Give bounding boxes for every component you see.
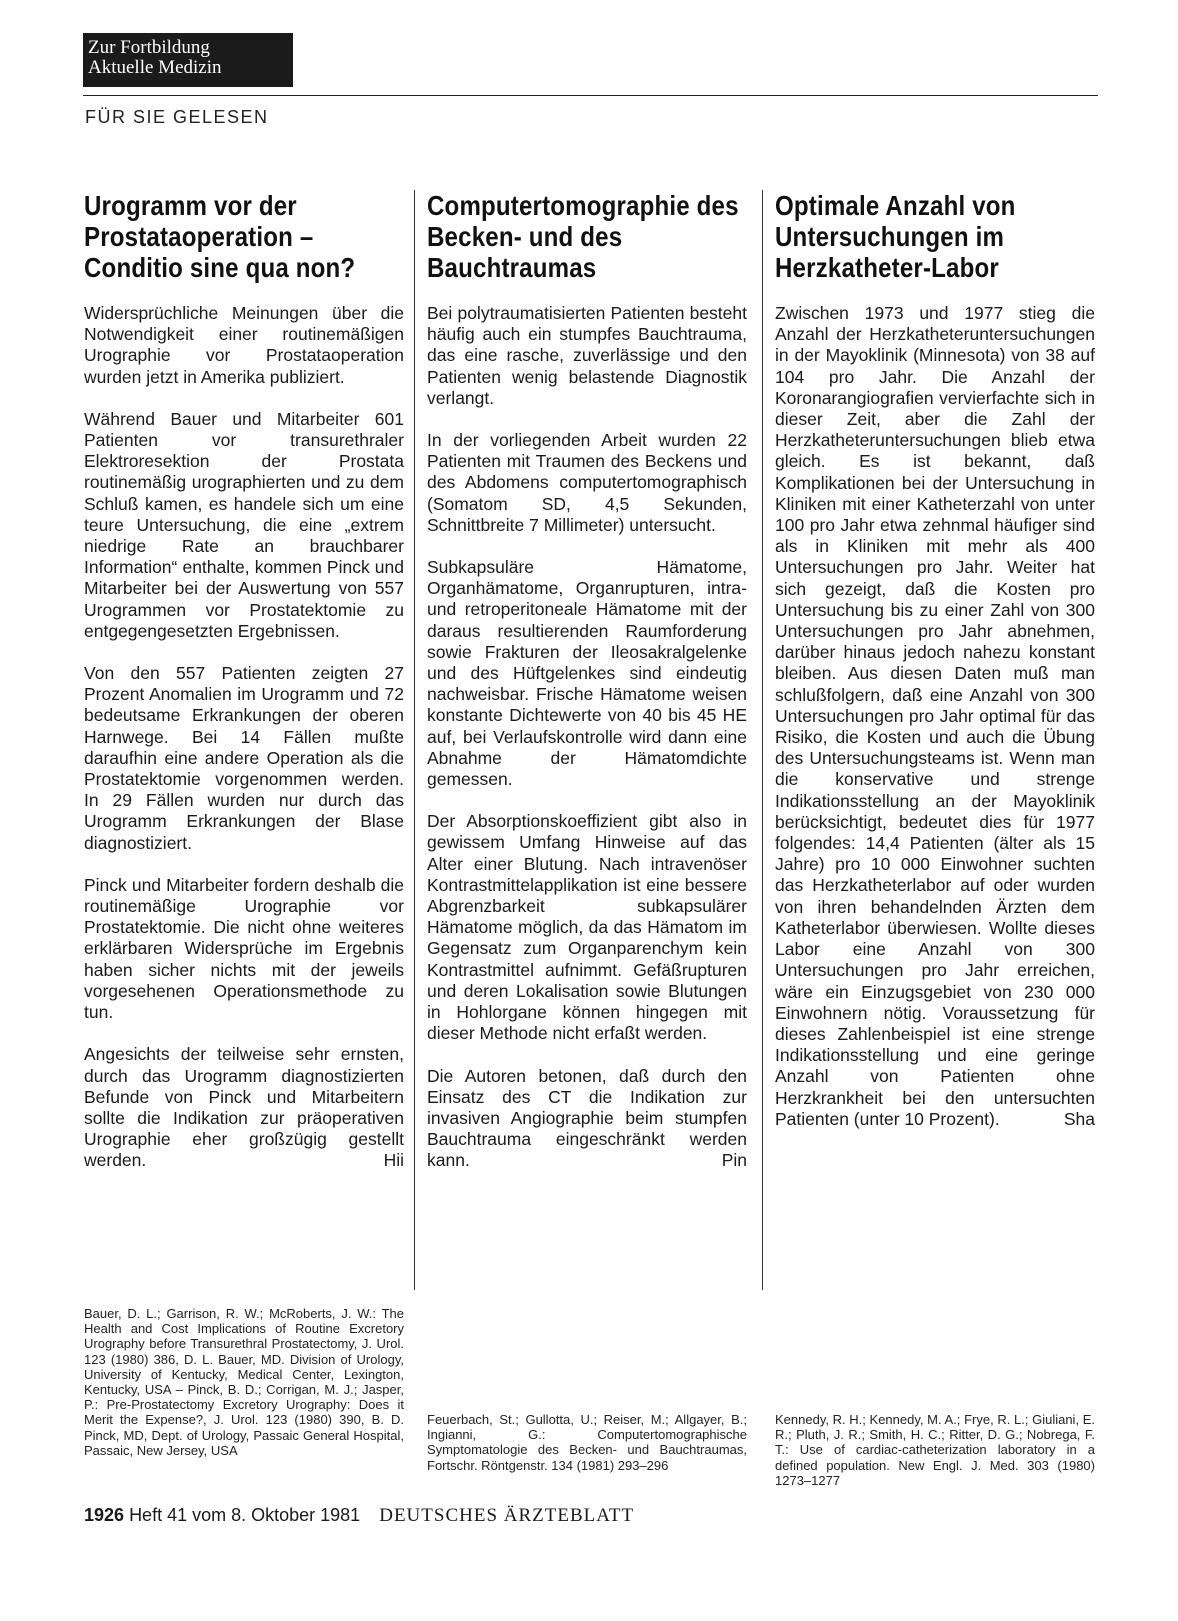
article-paragraph-text: Angesichts der teilweise sehr ernsten, durch das Urogramm diagnostizierten Befunde von Pinck und Mitarbeitern sollte die Indikation zur präoperativen Urographie eher großzügig gestellt werden. — [84, 1044, 404, 1171]
article-title: Urogramm vor der Prostataoperation – Conditio sine qua non? — [84, 190, 356, 283]
article-paragraph: Widersprüchliche Meinungen über die Notwendigkeit einer routinemäßigen Urographie vor Prostataoperation wurden jetzt in Amerika publiziert. — [84, 303, 404, 387]
article-column-1 — [84, 190, 404, 1193]
article-column-3 — [775, 190, 1095, 1151]
article-paragraph-text: Zwischen 1973 und 1977 stieg die Anzahl der Herzkatheteruntersuchungen in der Mayoklinik (Minnesota) von 38 auf 104 pro Jahr. Die Anzahl der Koronarangiografien vervierfachte sich in dieser Zeit, aber die Zahl der Herzkatheteruntersuchungen blieb etwa gleich. Es ist bekannt, daß Komplikationen bei der Untersuchung in Kliniken mit einer Katheterzahl von unter 100 pro Jahr etwa zehnmal häufiger sind als in Kliniken mit mehr als 400 Untersuchungen pro Jahr. Weiter hat sich gezeigt, daß die Kosten pro Untersuchung bis zu einer Zahl von 300 Untersuchungen pro Jahr abnehmen, darüber hinaus jedoch nahezu konstant bleiben. Aus diesen Daten muß man schlußfolgern, daß eine Anzahl von 300 Untersuchungen pro Jahr optimal für das Risiko, die Kosten und auch die Übung des Untersuchungsteams ist. Wenn man die konservative und strenge Indikationsstellung an der Mayoklinik berücksichtigt, bedeutet dies für 1977 folgendes: 14,4 Patienten (älter als 15 Jahre) pro 10 000 Einwohner suchten das Herzkatheterlabor auf oder wurden von ihren behandelnden Ärzten dem Katheterlabor überwiesen. Wollte dieses Labor eine Anzahl von 300 Untersuchungen pro Jahr erreichen, wäre ein Einzugsgebiet von 230 000 Einwohnern nötig. Voraussetzung für dieses Zahlenbeispiel ist eine strenge Indikationsstellung und eine geringe Anzahl von Patienten ohne Herzkrankheit bei den untersuchten Patienten (unter 10 Prozent). — [775, 303, 1095, 1129]
top-divider — [83, 95, 1098, 96]
article-paragraph: Pinck und Mitarbeiter fordern deshalb die routinemäßige Urographie vor Prostatektomie. Die nicht ohne weiteres erklärbaren Widersprüche im Ergebnis haben sicher nichts mit der jeweils vorgesehenen Operationsmethode zu tun. — [84, 874, 404, 1023]
article-paragraph: Von den 557 Patienten zeigten 27 Prozent Anomalien im Urogramm und 72 bedeutsame Erkrankungen der oberen Harnwege. Bei 14 Fällen mußte daraufhin eine andere Operation als die Prostatektomie vorgenommen werden. In 29 Fällen wurden nur durch das Urogramm Erkrankungen der Blase diagnostiziert. — [84, 663, 404, 853]
header-line-2: Aktuelle Medizin — [88, 57, 222, 78]
column-divider-1 — [414, 190, 415, 1290]
article-paragraph: In der vorliegenden Arbeit wurden 22 Patienten mit Traumen des Beckens und des Abdomens computertomographisch (Somatom SD, 4,5 Sekunden, Schnittbreite 7 Millimeter) untersucht. — [427, 430, 747, 535]
author-signature: Pin — [721, 1150, 747, 1171]
article-paragraph: Subkapsuläre Hämatome, Organhämatome, Organrupturen, intra- und retroperitoneale Hämatome mit der daraus resultierenden Raumforderung sowie Frakturen der Ileosakralgelenke und des Hüftgelenkes sind eindeutig nachweisbar. Frische Hämatome weisen konstante Dichtewerte von 40 bis 45 HE auf, bei Verlaufskontrolle wird dann eine Abnahme der Hämatomdichte gemessen. — [427, 557, 747, 790]
section-label: FÜR SIE GELESEN — [85, 107, 269, 127]
page-footer — [84, 1505, 634, 1527]
author-signature: Hii — [383, 1150, 404, 1171]
article-paragraph-last — [427, 1066, 747, 1172]
journal-name: DEUTSCHES ÄRZTEBLATT — [379, 1505, 635, 1526]
article-paragraph: Während Bauer und Mitarbeiter 601 Patienten vor transurethraler Elektroresektion der Prostata routinemäßig urographierten und zu dem Schluß kamen, es handele sich um eine teure Untersuchung, die eine „extrem niedrige Rate an brauchbarer Information“ enthalte, kommen Pinck und Mitarbeiter bei der Auswertung von 557 Urogrammen vor Prostatektomie zu entgegengesetzten Ergebnissen. — [84, 408, 404, 641]
article-title: Optimale Anzahl von Untersuchungen im Herzkatheter-Labor — [775, 190, 1016, 283]
author-signature: Sha — [1063, 1108, 1095, 1129]
reference-1: Bauer, D. L.; Garrison, R. W.; McRoberts, J. W.: The Health and Cost Implications of Routine Excretory Urography before Transurethral Prostatectomy, J. Urol. 123 (1980) 386, D. L. Bauer, MD. Division of Urology, University of Kentucky, Medical Center, Lexington, Kentucky, USA – Pinck, B. D.; Corrigan, M. J.; Jasper, P.: Pre-Prostatectomy Excretory Urography: Does it Merit the Expense?, J. Urol. 123 (1980) 390, B. D. Pinck, MD, Dept. of Urology, Passaic General Hospital, Passaic, New Jersey, USA — [84, 1306, 404, 1458]
article-paragraph: Der Absorptionskoeffizient gibt also in gewissem Umfang Hinweise auf das Alter einer Blutung. Nach intravenöser Kontrastmittelapplikation ist eine bessere Abgrenzbarkeit subkapsulärer Hämatome möglich, da das Hämatom im Gegensatz zum Organparenchym kein Kontrastmittel aufnimmt. Gefäßrupturen und deren Lokalisation sowie Blutungen in Hohlorgane können hingegen mit dieser Methode nicht erfaßt werden. — [427, 811, 747, 1044]
page-number: 1926 — [84, 1505, 125, 1525]
article-paragraph-text: Die Autoren betonen, daß durch den Einsatz des CT die Indikation zur invasiven Angiographie beim stumpfen Bauchtrauma eingeschränkt werden kann. — [427, 1065, 747, 1171]
reference-2: Feuerbach, St.; Gullotta, U.; Reiser, M.; Allgayer, B.; Ingianni, G.: Computertomographische Symptomatologie des Becken- und Bauchtraumas, Fortschr. Röntgenstr. 134 (1981) 293–296 — [427, 1412, 747, 1473]
article-title: Computertomographie des Becken- und des Bauchtraumas — [427, 190, 739, 283]
header-line-1: Zur Fortbildung — [88, 37, 210, 58]
article-column-2 — [427, 190, 747, 1193]
section-header-box — [83, 33, 293, 87]
article-paragraph-last — [84, 1044, 404, 1171]
issue-info: Heft 41 vom 8. Oktober 1981 — [129, 1505, 361, 1525]
article-paragraph: Bei polytraumatisierten Patienten besteht häufig auch ein stumpfes Bauchtrauma, das eine rasche, zuverlässige und den Patienten wenig belastende Diagnostik verlangt. — [427, 303, 747, 408]
article-paragraph-last — [775, 303, 1095, 1130]
reference-3: Kennedy, R. H.; Kennedy, M. A.; Frye, R. L.; Giuliani, E. R.; Pluth, J. R.; Smith, H. C.; Ritter, D. G.; Nobrega, F. T.: Use of cardiac-catheterization laboratory in a defined population. New Engl. J. Med. 303 (1980) 1273–1277 — [775, 1412, 1095, 1488]
column-divider-2 — [762, 190, 763, 1290]
